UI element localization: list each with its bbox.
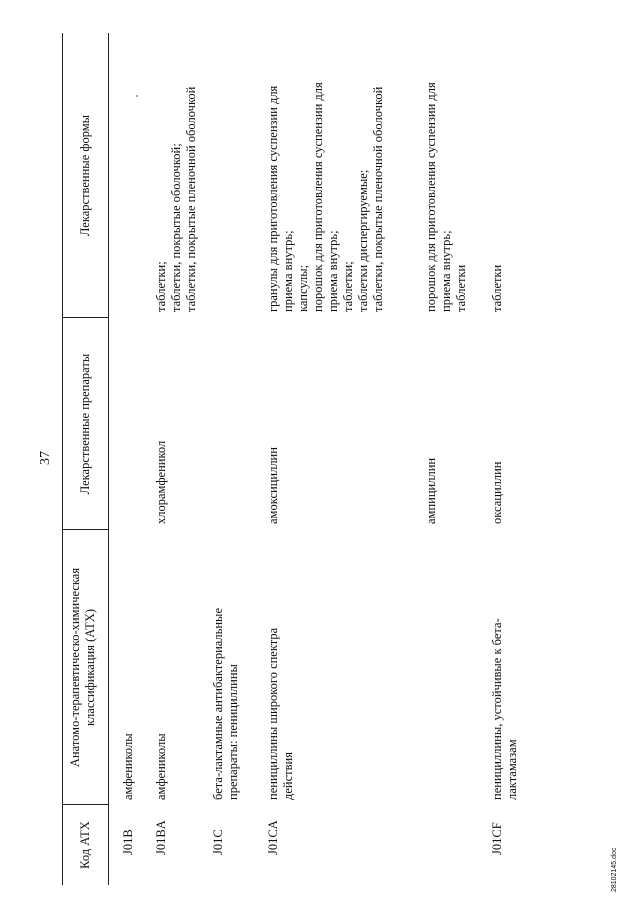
header-preparations: Лекарственные препараты [78, 353, 92, 495]
row-code: J01BA [154, 820, 168, 855]
row-preparation: оксациллин [490, 461, 504, 524]
header-bottom-border [108, 33, 109, 885]
row-classification: пенициллины, устойчивые к бета- лактамазам [490, 618, 519, 800]
page-number: 37 [38, 451, 53, 465]
row-classification: пенициллины широкого спектра действия [266, 627, 295, 800]
header-classification: Анатомо-терапевтическо-химическая классификация (АТХ) [68, 567, 97, 768]
row-classification: амфениколы [121, 733, 135, 800]
header-code: Код АТХ [78, 821, 92, 869]
scan-speck [136, 95, 138, 97]
row-forms: таблетки [490, 264, 504, 312]
row-classification: амфениколы [154, 733, 168, 800]
row-code: J01CF [490, 822, 504, 855]
row-forms: таблетки; таблетки, покрытые оболочкой; таблетки, покрытые пленочной оболочкой [154, 86, 198, 312]
row-forms: порошок для приготовления суспензии для приема внутрь; таблетки [424, 82, 468, 312]
row-classification: бета-лактамные антибактериальные препараты: пенициллины [211, 608, 240, 800]
row-preparation: хлорамфеникол [154, 440, 168, 524]
row-code: J01CA [266, 820, 280, 855]
row-preparation: амоксициллин [266, 447, 280, 524]
row-code: J01C [211, 829, 225, 855]
file-footer: 28102145.doc [611, 847, 618, 892]
header-forms: Лекарственные формы [78, 114, 92, 237]
row-code: J01B [121, 829, 135, 855]
row-preparation: ампициллин [424, 457, 438, 524]
row-forms: гранулы для приготовления суспензии для приема внутрь; капсулы; порошок для приготовления суспензии для приема внутрь; таблетки; таблетки диспергируемые; таблетки, покрытые пленочной оболочкой [266, 82, 385, 312]
table-top-border [62, 33, 63, 885]
